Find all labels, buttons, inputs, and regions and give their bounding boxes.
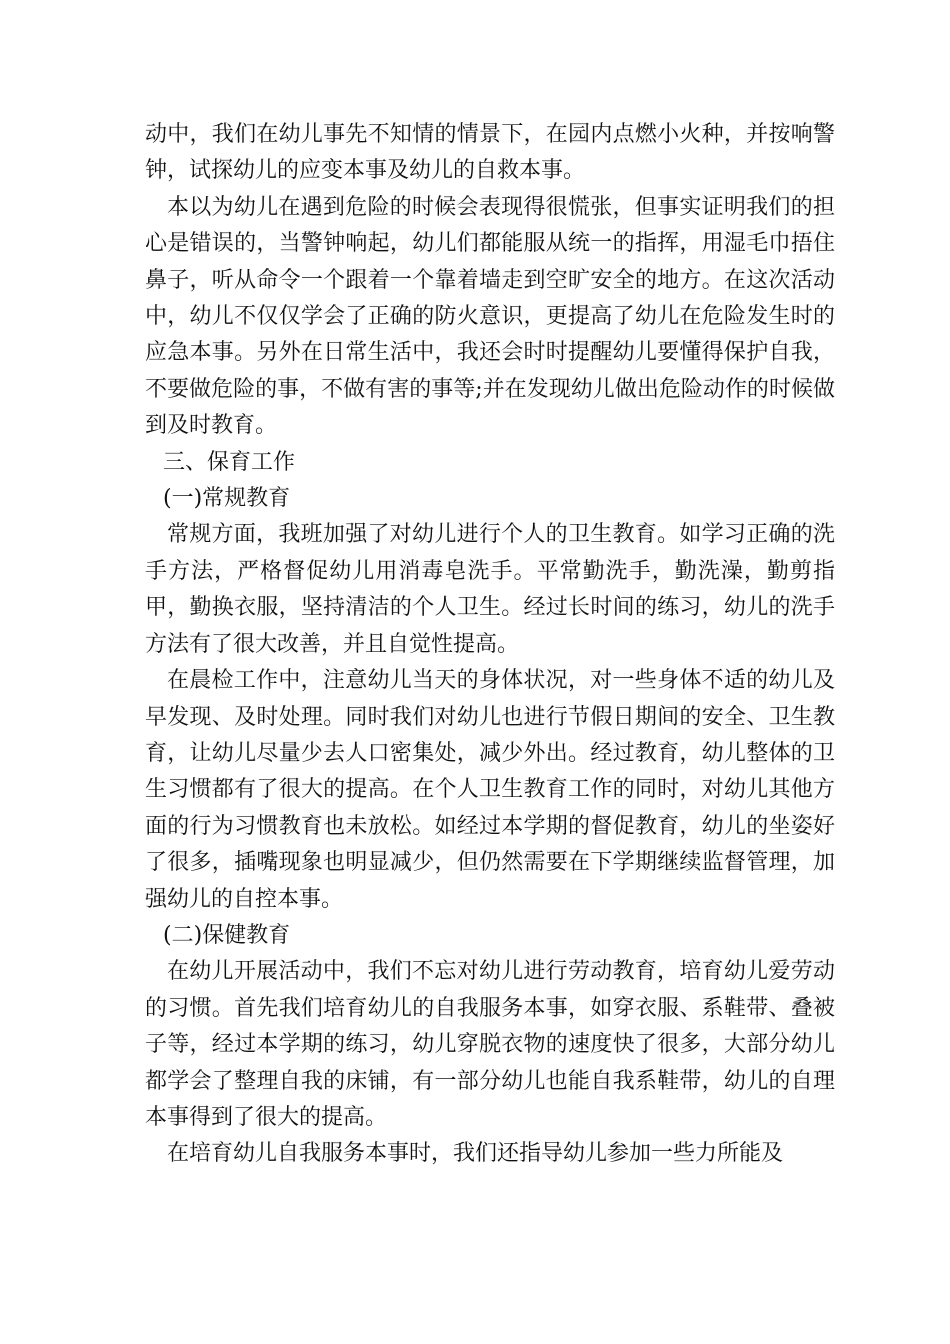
paragraph-labor-education: 在幼儿开展活动中，我们不忘对幼儿进行劳动教育，培育幼儿爱劳动的习惯。首先我们培育幼儿的自我服务本事，如穿衣服、系鞋带、叠被子等，经过本学期的练习，幼儿穿脱衣物的速度快了很多，大部分幼儿都学会了整理自我的床铺，有一部分幼儿也能自我系鞋带，幼儿的自理本事得到了很大的提高。	[145, 959, 835, 1130]
paragraph-morning-check: 在晨检工作中，注意幼儿当天的身体状况，对一些身体不适的幼儿及早发现、及时处理。同时我们对幼儿也进行节假日期间的安全、卫生教育，让幼儿尽量少去人口密集处，减少外出。经过教育，幼儿整体的卫生习惯都有了很大的提高。在个人卫生教育工作的同时，对幼儿其他方面的行为习惯教育也未放松。如经过本学期的督促教育，幼儿的坐姿好了很多，插嘴现象也明显减少，但仍然需要在下学期继续监督管理，加强幼儿的自控本事。	[145, 668, 835, 912]
subsection-heading-routine-education: (一)常规教育	[163, 486, 291, 512]
section-heading-care-work: 三、保育工作	[163, 449, 296, 475]
document-body	[145, 117, 835, 1173]
paragraph-safety-awareness: 本以为幼儿在遇到危险的时候会表现得很慌张，但事实证明我们的担心是错误的，当警钟响起，幼儿们都能服从统一的指挥，用湿毛巾捂住鼻子，听从命令一个跟着一个靠着墙走到空旷安全的地方。在这次活动中，幼儿不仅仅学会了正确的防火意识，更提高了幼儿在危险发生时的应急本事。另外在日常生活中，我还会时时提醒幼儿要懂得保护自我，不要做危险的事，不做有害的事等;并在发现幼儿做出危险动作的时候做到及时教育。	[145, 194, 835, 439]
subsection-heading-health-education: (二)保健教育	[163, 922, 291, 948]
paragraph-hygiene-routine: 常规方面，我班加强了对幼儿进行个人的卫生教育。如学习正确的洗手方法，严格督促幼儿用消毒皂洗手。平常勤洗手，勤洗澡，勤剪指甲，勤换衣服，坚持清洁的个人卫生。经过长时间的练习，幼儿的洗手方法有了很大改善，并且自觉性提高。	[145, 522, 835, 657]
paragraph-self-service-continued: 在培育幼儿自我服务本事时，我们还指导幼儿参加一些力所能及	[167, 1141, 784, 1167]
paragraph-fire-drill-continued: 动中，我们在幼儿事先不知情的情景下，在园内点燃小火种，并按响警钟，试探幼儿的应变本事及幼儿的自救本事。	[145, 122, 835, 184]
